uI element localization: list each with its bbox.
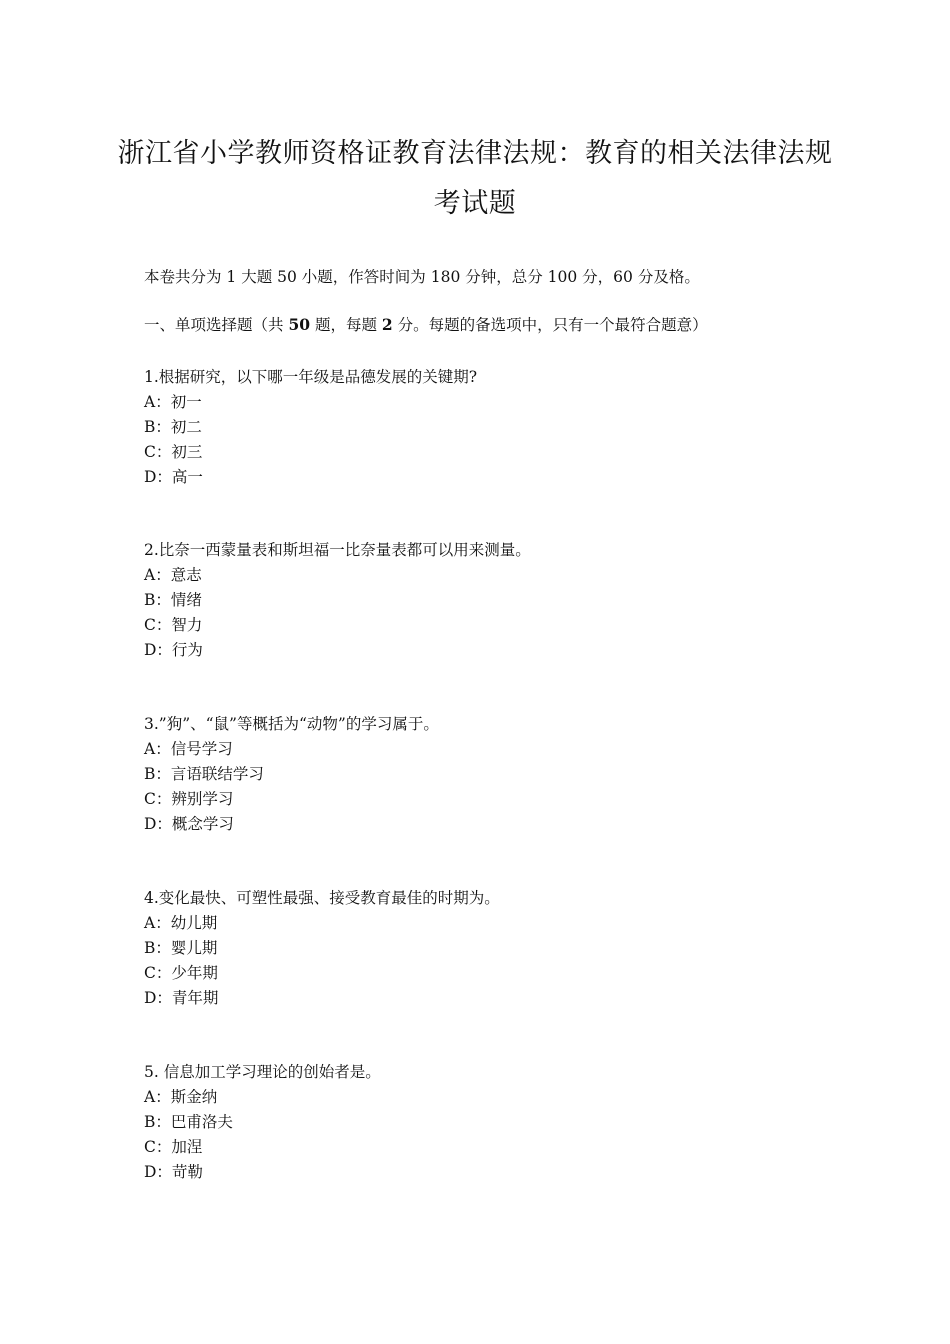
exam-intro: 本卷共分为 1 大题 50 小题，作答时间为 180 分钟，总分 100 分，60 分及格。 [144, 268, 700, 286]
option-d: D：青年期 [144, 989, 219, 1007]
section-prefix: 一、单项选择题（共 [144, 316, 289, 334]
option-c: C：初三 [144, 443, 203, 461]
question-stem: 4.变化最快、可塑性最强、接受教育最佳的时期为。 [144, 889, 500, 907]
question-stem: 2.比奈一西蒙量表和斯坦福一比奈量表都可以用来测量。 [144, 541, 531, 559]
section-suffix: 分。每题的备选项中，只有一个最符合题意） [392, 316, 708, 334]
question-5 [144, 1060, 381, 1185]
document-title-line-2: 考试题 [433, 188, 517, 219]
option-a: A：意志 [144, 566, 202, 584]
option-b: B：婴儿期 [144, 939, 218, 957]
section-middle: 题，每题 [310, 316, 382, 334]
option-d: D：行为 [144, 641, 203, 659]
option-a: A：斯金纳 [144, 1088, 218, 1106]
option-c: C：辨别学习 [144, 790, 234, 808]
option-c: C：加涅 [144, 1138, 203, 1156]
option-d: D：概念学习 [144, 815, 234, 833]
option-d: D：高一 [144, 468, 203, 486]
section-question-count: 50 [288, 315, 311, 334]
option-c: C：智力 [144, 616, 203, 634]
question-stem: 3.”狗”、“鼠”等概括为“动物”的学习属于。 [144, 715, 439, 733]
option-a: A：信号学习 [144, 740, 233, 758]
document-title-line-1: 浙江省小学教师资格证教育法律法规：教育的相关法律法规 [117, 138, 833, 169]
question-stem: 5. 信息加工学习理论的创始者是。 [144, 1063, 381, 1081]
question-3 [144, 712, 439, 837]
option-a: A：初一 [144, 393, 202, 411]
option-a: A：幼儿期 [144, 914, 218, 932]
option-b: B：巴甫洛夫 [144, 1113, 233, 1131]
option-d: D：苛勒 [144, 1163, 203, 1181]
question-stem: 1.根据研究，以下哪一年级是品德发展的关键期? [144, 368, 478, 386]
option-b: B：言语联结学习 [144, 765, 264, 783]
question-1 [144, 365, 477, 490]
option-c: C：少年期 [144, 964, 218, 982]
question-2 [144, 538, 531, 663]
section-heading [144, 314, 708, 336]
option-b: B：初二 [144, 418, 202, 436]
option-b: B：情绪 [144, 591, 202, 609]
section-points: 2 [381, 315, 393, 334]
question-4 [144, 886, 500, 1011]
